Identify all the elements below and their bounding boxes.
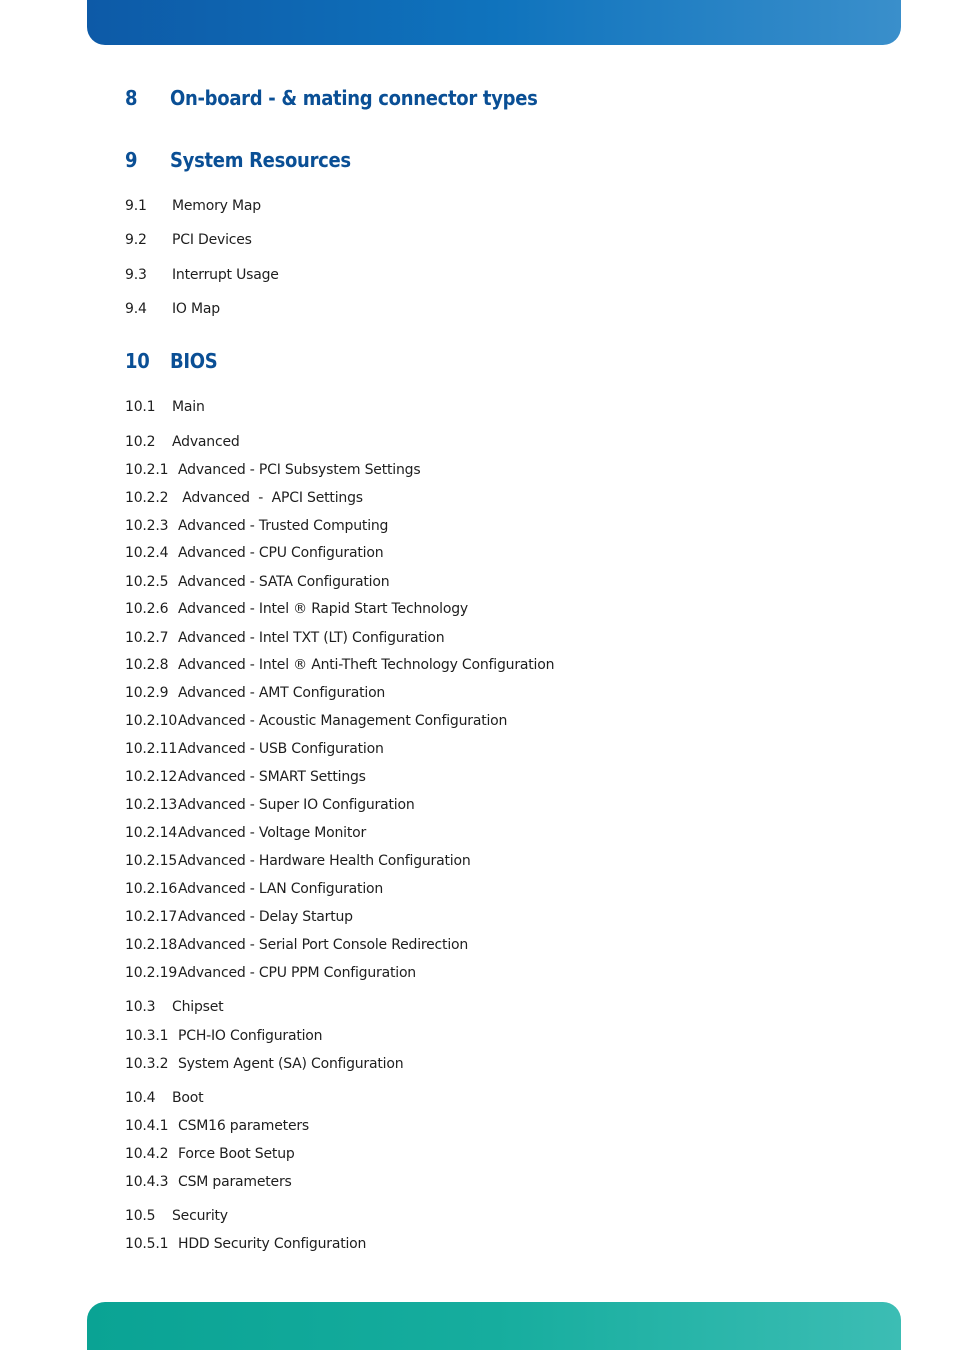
toc-entry-10-2-9[interactable] [125, 685, 385, 701]
toc-entry-10-2-10[interactable] [125, 713, 507, 729]
entry-title: Advanced - SMART Settings [178, 769, 366, 785]
entry-title: CSM16 parameters [178, 1118, 310, 1134]
entry-title: Advanced - Intel TXT (LT) Configuration [178, 630, 445, 646]
entry-title: Advanced - PCI Subsystem Settings [178, 462, 421, 478]
entry-title: Advanced - USB Configuration [178, 741, 384, 757]
toc-entry-10-4-1[interactable] [125, 1118, 309, 1134]
entry-number: 9.3 [125, 267, 147, 283]
entry-number: 10.2.3 [125, 518, 169, 534]
toc-entry-10-2-5[interactable] [125, 574, 389, 590]
entry-title: Advanced - Intel ® Anti-Theft Technology Configuration [178, 657, 555, 673]
entry-title: Advanced - Trusted Computing [178, 518, 389, 534]
entry-number: 10.2.12 [125, 769, 178, 785]
footer-band [87, 1302, 901, 1350]
entry-title: Advanced - APCI Settings [178, 490, 363, 506]
toc-entry-10-2-17[interactable] [125, 909, 353, 925]
entry-number: 10.2.7 [125, 630, 169, 646]
entry-number: 10.5.1 [125, 1236, 169, 1252]
entry-title: Boot [172, 1090, 204, 1106]
toc-entry-10-2-19[interactable] [125, 965, 416, 981]
toc-entry-10-1[interactable] [125, 399, 205, 415]
entry-number: 10.2.17 [125, 909, 178, 925]
entry-title: Advanced - SATA Configuration [178, 574, 390, 590]
entry-number: 10.4.3 [125, 1174, 169, 1190]
entry-number: 10.2.1 [125, 462, 169, 478]
toc-entry-9-1[interactable] [125, 198, 261, 214]
toc-entry-10-4-2[interactable] [125, 1146, 295, 1162]
entry-number: 10.5 [125, 1208, 156, 1224]
entry-title: Advanced - Intel ® Rapid Start Technology [178, 601, 468, 617]
toc-entry-10-2[interactable] [125, 434, 240, 450]
entry-title: Advanced - LAN Configuration [178, 881, 384, 897]
entry-title: Advanced - Hardware Health Configuration [178, 853, 471, 869]
section-heading-9[interactable] [125, 148, 351, 172]
entry-title: IO Map [172, 301, 220, 317]
entry-title: Advanced [172, 434, 240, 450]
entry-title: Advanced - AMT Configuration [178, 685, 386, 701]
entry-number: 10.2.6 [125, 601, 169, 617]
toc-entry-10-3-2[interactable] [125, 1056, 403, 1072]
toc-entry-10-2-1[interactable] [125, 462, 420, 478]
entry-number: 10.3.1 [125, 1028, 169, 1044]
entry-number: 10.2.15 [125, 853, 178, 869]
entry-title: Advanced - Super IO Configuration [178, 797, 415, 813]
toc-entry-9-2[interactable] [125, 232, 252, 248]
entry-title: PCI Devices [172, 232, 252, 248]
entry-title: CSM parameters [178, 1174, 292, 1190]
toc-entry-10-2-15[interactable] [125, 853, 471, 869]
entry-number: 10.2.19 [125, 965, 178, 981]
toc-entry-10-2-18[interactable] [125, 937, 468, 953]
entry-number: 10.2.4 [125, 545, 169, 561]
toc-entry-10-5-1[interactable] [125, 1236, 366, 1252]
toc-entry-10-2-8[interactable] [125, 657, 554, 673]
entry-number: 10.4 [125, 1090, 156, 1106]
toc-entry-10-2-3[interactable] [125, 518, 388, 534]
toc-entry-10-2-13[interactable] [125, 797, 415, 813]
entry-number: 10.4.1 [125, 1118, 169, 1134]
entry-number: 10.2.10 [125, 713, 178, 729]
entry-title: Main [172, 399, 205, 415]
entry-number: 10.4.2 [125, 1146, 169, 1162]
toc-entry-10-2-7[interactable] [125, 630, 444, 646]
entry-number: 9.2 [125, 232, 147, 248]
section-title: System Resources [170, 148, 351, 172]
entry-title: Advanced - Voltage Monitor [178, 825, 367, 841]
section-title: BIOS [170, 349, 218, 373]
entry-number: 10.1 [125, 399, 156, 415]
entry-number: 10.2.11 [125, 741, 178, 757]
entry-number: 10.2.2 [125, 490, 169, 506]
toc-entry-10-2-11[interactable] [125, 741, 384, 757]
entry-number: 10.3.2 [125, 1056, 169, 1072]
toc-entry-10-2-12[interactable] [125, 769, 366, 785]
toc-entry-10-3-1[interactable] [125, 1028, 322, 1044]
entry-number: 10.2 [125, 434, 156, 450]
toc-entry-10-2-16[interactable] [125, 881, 383, 897]
section-heading-8[interactable] [125, 86, 538, 110]
toc-entry-9-3[interactable] [125, 267, 279, 283]
section-number: 10 [125, 349, 150, 373]
toc-entry-10-5[interactable] [125, 1208, 228, 1224]
toc-entry-9-4[interactable] [125, 301, 220, 317]
section-number: 9 [125, 148, 138, 172]
entry-title: HDD Security Configuration [178, 1236, 367, 1252]
entry-title: Security [172, 1208, 228, 1224]
entry-title: Force Boot Setup [178, 1146, 295, 1162]
toc-entry-10-2-14[interactable] [125, 825, 366, 841]
entry-title: Advanced - CPU PPM Configuration [178, 965, 416, 981]
entry-number: 10.3 [125, 999, 156, 1015]
toc-entry-10-2-6[interactable] [125, 601, 468, 617]
header-band [87, 0, 901, 45]
section-title: On-board - & mating connector types [170, 86, 538, 110]
entry-number: 10.2.9 [125, 685, 169, 701]
entry-number: 9.1 [125, 198, 147, 214]
entry-title: PCH-IO Configuration [178, 1028, 323, 1044]
entry-number: 10.2.5 [125, 574, 169, 590]
entry-title: Advanced - CPU Configuration [178, 545, 384, 561]
entry-number: 9.4 [125, 301, 147, 317]
toc-entry-10-2-2[interactable] [125, 490, 363, 506]
toc-entry-10-2-4[interactable] [125, 545, 383, 561]
entry-number: 10.2.16 [125, 881, 178, 897]
section-heading-10[interactable] [125, 349, 217, 373]
entry-number: 10.2.18 [125, 937, 178, 953]
entry-title: Chipset [172, 999, 224, 1015]
entry-title: Interrupt Usage [172, 267, 279, 283]
entry-title: Advanced - Serial Port Console Redirection [178, 937, 469, 953]
toc-entry-10-4[interactable] [125, 1090, 203, 1106]
entry-title: Advanced - Acoustic Management Configuration [178, 713, 508, 729]
entry-title: Advanced - Delay Startup [178, 909, 353, 925]
section-number: 8 [125, 86, 138, 110]
toc-entry-10-3[interactable] [125, 999, 223, 1015]
toc-entry-10-4-3[interactable] [125, 1174, 292, 1190]
entry-number: 10.2.14 [125, 825, 178, 841]
entry-title: Memory Map [172, 198, 261, 214]
entry-number: 10.2.13 [125, 797, 178, 813]
entry-number: 10.2.8 [125, 657, 169, 673]
entry-title: System Agent (SA) Configuration [178, 1056, 404, 1072]
